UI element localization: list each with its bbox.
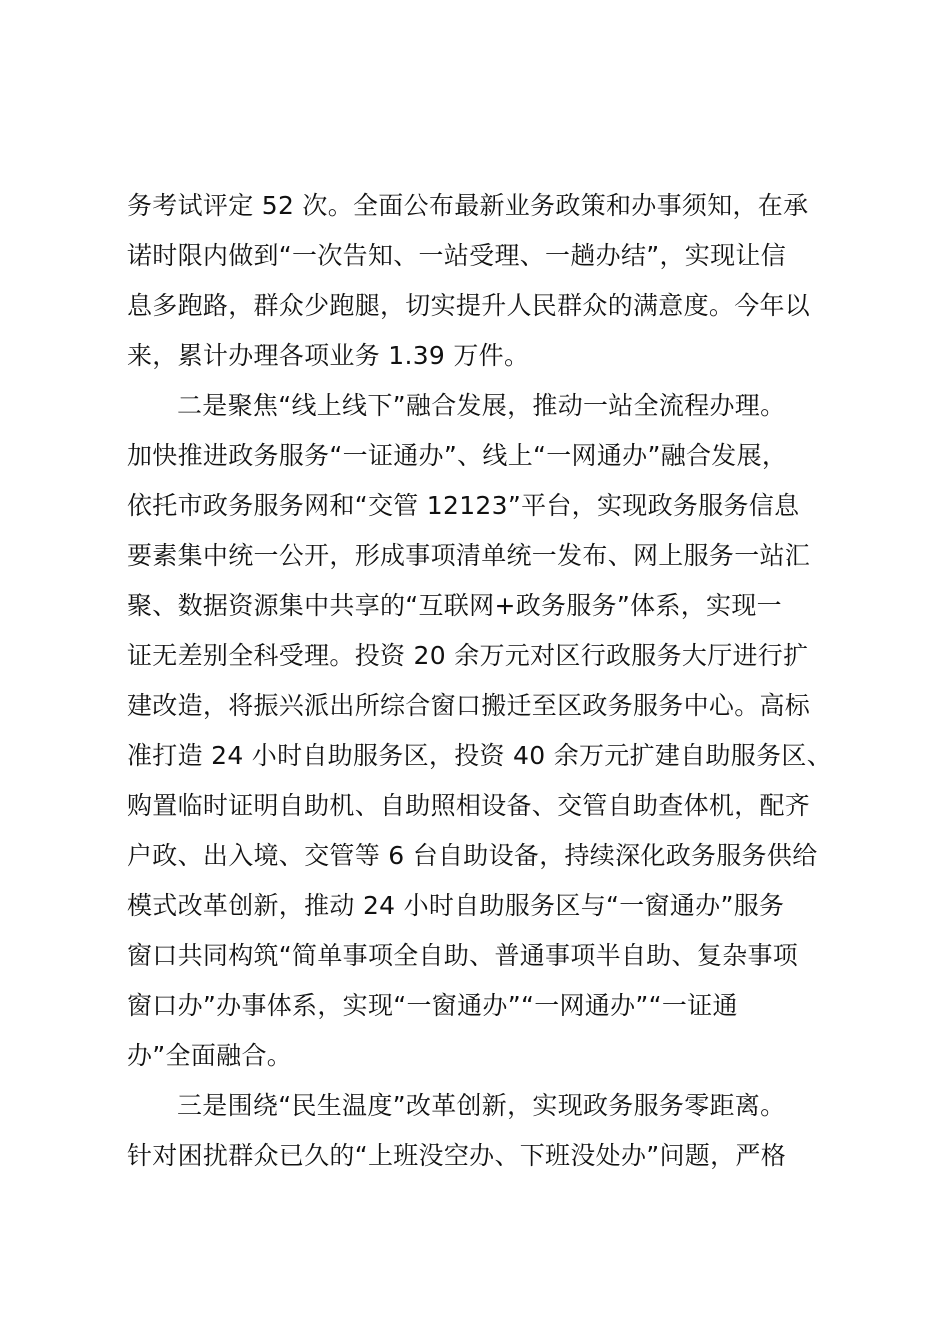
text-line: 购置临时证明自助机、自助照相设备、交管自助查体机，配齐 — [127, 791, 811, 820]
text-line: 来，累计办理各项业务 1.39 万件。 — [127, 341, 530, 370]
paragraph-heading-line: 三是围绕“民生温度”改革创新，实现政务服务零距离。 — [177, 1091, 786, 1120]
text-line: 窗口共同构筑“简单事项全自助、普通事项半自助、复杂事项 — [127, 941, 799, 970]
text-line: 户政、出入境、交管等 6 台自助设备，持续深化政务服务供给 — [127, 841, 818, 870]
paragraph-heading-line: 二是聚焦“线上线下”融合发展，推动一站全流程办理。 — [177, 391, 786, 420]
text-line: 准打造 24 小时自助服务区，投资 40 余万元扩建自助服务区、 — [127, 741, 833, 770]
text-line: 要素集中统一公开，形成事项清单统一发布、网上服务一站汇 — [127, 541, 811, 570]
text-line: 办”全面融合。 — [127, 1041, 293, 1070]
text-line: 依托市政务服务网和“交管 12123”平台，实现政务服务信息 — [127, 491, 800, 520]
text-line: 聚、数据资源集中共享的“互联网+政务服务”体系，实现一 — [127, 591, 782, 620]
text-line: 息多跑路，群众少跑腿，切实提升人民群众的满意度。今年以 — [127, 291, 811, 320]
text-line: 加快推进政务服务“一证通办”、线上“一网通办”融合发展， — [127, 441, 788, 470]
text-line: 针对困扰群众已久的“上班没空办、下班没处办”问题，严格 — [127, 1141, 787, 1170]
text-line: 建改造，将振兴派出所综合窗口搬迁至区政务服务中心。高标 — [127, 691, 811, 720]
text-line: 证无差别全科受理。投资 20 余万元对区行政服务大厅进行扩 — [127, 641, 809, 670]
text-line: 窗口办”办事体系，实现“一窗通办”“一网通办”“一证通 — [127, 991, 738, 1020]
text-line: 模式改革创新，推动 24 小时自助服务区与“一窗通办”服务 — [127, 891, 785, 920]
text-line: 务考试评定 52 次。全面公布最新业务政策和办事须知，在承 — [127, 191, 809, 220]
text-line: 诺时限内做到“一次告知、一站受理、一趟办结”，实现让信 — [127, 241, 787, 270]
